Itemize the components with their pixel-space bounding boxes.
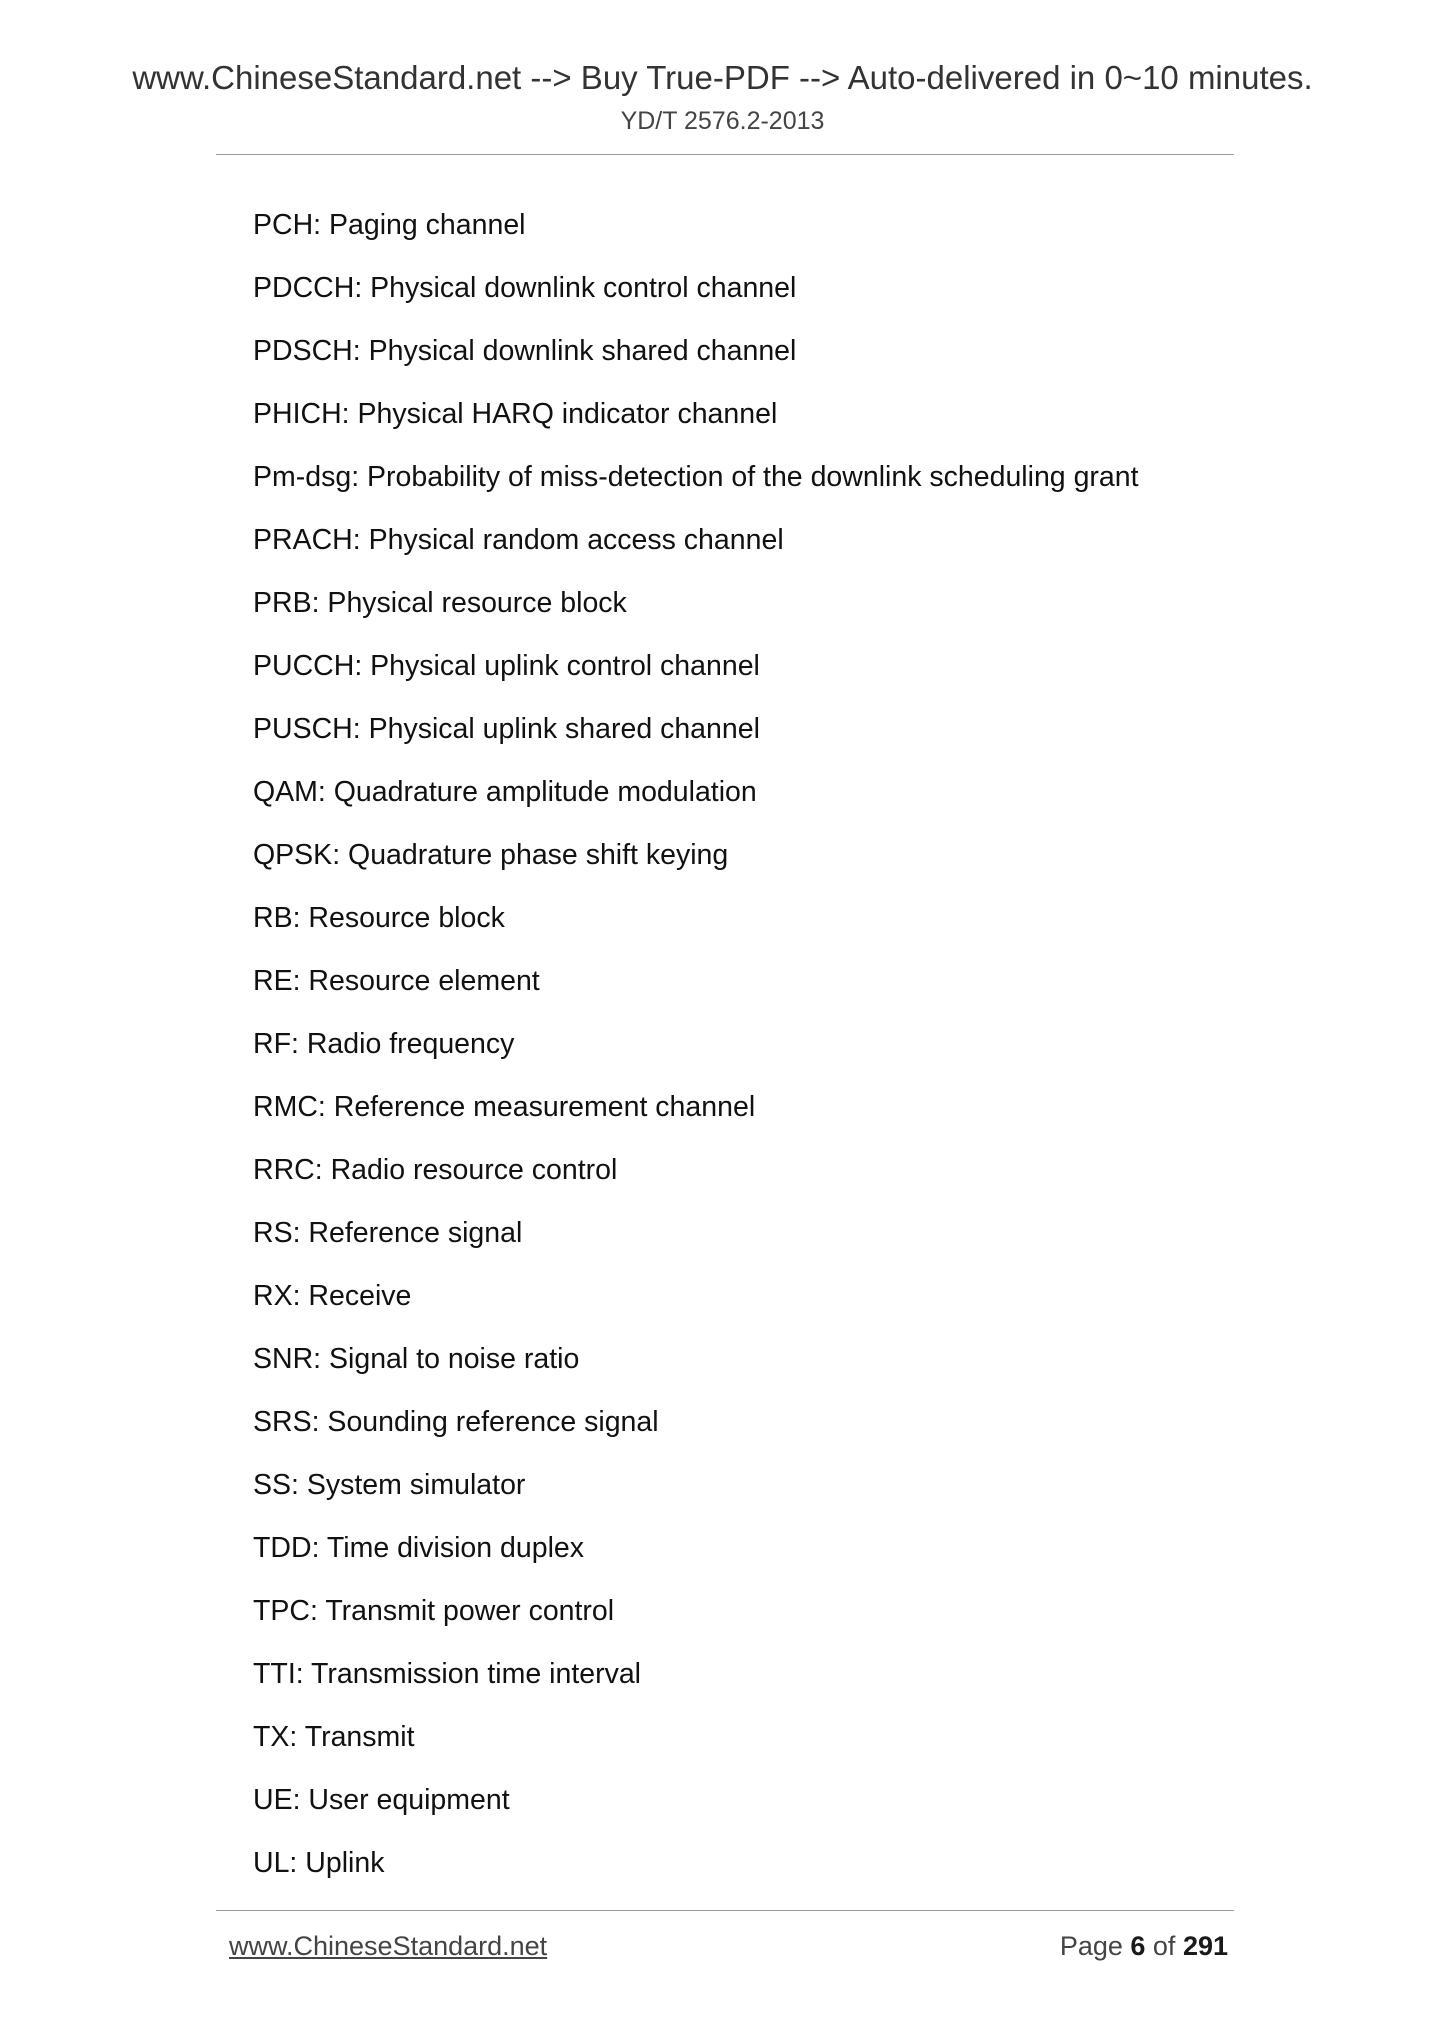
abbreviation-entry: TDD: Time division duplex (253, 1532, 585, 1564)
abbreviation-entry: Pm-dsg: Probability of miss-detection of the downlink scheduling grant (253, 461, 1139, 493)
abbreviation-entry: SRS: Sounding reference signal (253, 1406, 659, 1438)
abbreviation-entry: SS: System simulator (253, 1469, 526, 1501)
footer-site-link[interactable]: www.ChineseStandard.net (229, 1931, 548, 1961)
abbreviation-entry: TTI: Transmission time interval (253, 1658, 642, 1690)
abbreviation-entry: RF: Radio frequency (253, 1028, 515, 1060)
page-total: 291 (1182, 1931, 1228, 1961)
footer-divider (216, 1910, 1234, 1911)
abbreviation-entry: SNR: Signal to noise ratio (253, 1343, 580, 1375)
header-divider (216, 154, 1234, 155)
abbreviation-entry: RX: Receive (253, 1280, 412, 1312)
abbreviation-list (253, 194, 1139, 1895)
abbreviation-entry: QAM: Quadrature amplitude modulation (253, 776, 757, 808)
abbreviation-entry: RS: Reference signal (253, 1217, 523, 1249)
abbreviation-entry: PCH: Paging channel (253, 209, 526, 241)
abbreviation-entry: PUCCH: Physical uplink control channel (253, 650, 760, 682)
abbreviation-entry: PRACH: Physical random access channel (253, 524, 784, 556)
abbreviation-entry: QPSK: Quadrature phase shift keying (253, 839, 729, 871)
page-current: 6 (1130, 1931, 1146, 1961)
abbreviation-entry: PHICH: Physical HARQ indicator channel (253, 398, 778, 430)
abbreviation-entry: PUSCH: Physical uplink shared channel (253, 713, 760, 745)
abbreviation-entry: PDSCH: Physical downlink shared channel (253, 335, 797, 367)
page-prefix: Page (1059, 1931, 1131, 1961)
abbreviation-entry: RE: Resource element (253, 965, 540, 997)
abbreviation-entry: UE: User equipment (253, 1784, 510, 1816)
abbreviation-entry: PRB: Physical resource block (253, 587, 627, 619)
abbreviation-entry: RB: Resource block (253, 902, 505, 934)
page-separator: of (1145, 1931, 1183, 1961)
header-banner: www.ChineseStandard.net --> Buy True-PDF --> Auto-delivered in 0~10 minutes. (132, 59, 1313, 96)
abbreviation-entry: TX: Transmit (253, 1721, 415, 1753)
abbreviation-entry: PDCCH: Physical downlink control channel (253, 272, 797, 304)
abbreviation-entry: RRC: Radio resource control (253, 1154, 618, 1186)
page-header (0, 56, 1445, 138)
abbreviation-entry: RMC: Reference measurement channel (253, 1091, 756, 1123)
abbreviation-entry: UL: Uplink (253, 1847, 385, 1879)
abbreviation-entry: TPC: Transmit power control (253, 1595, 615, 1627)
document-number: YD/T 2576.2-2013 (620, 107, 825, 135)
page-indicator (1060, 1928, 1228, 1964)
